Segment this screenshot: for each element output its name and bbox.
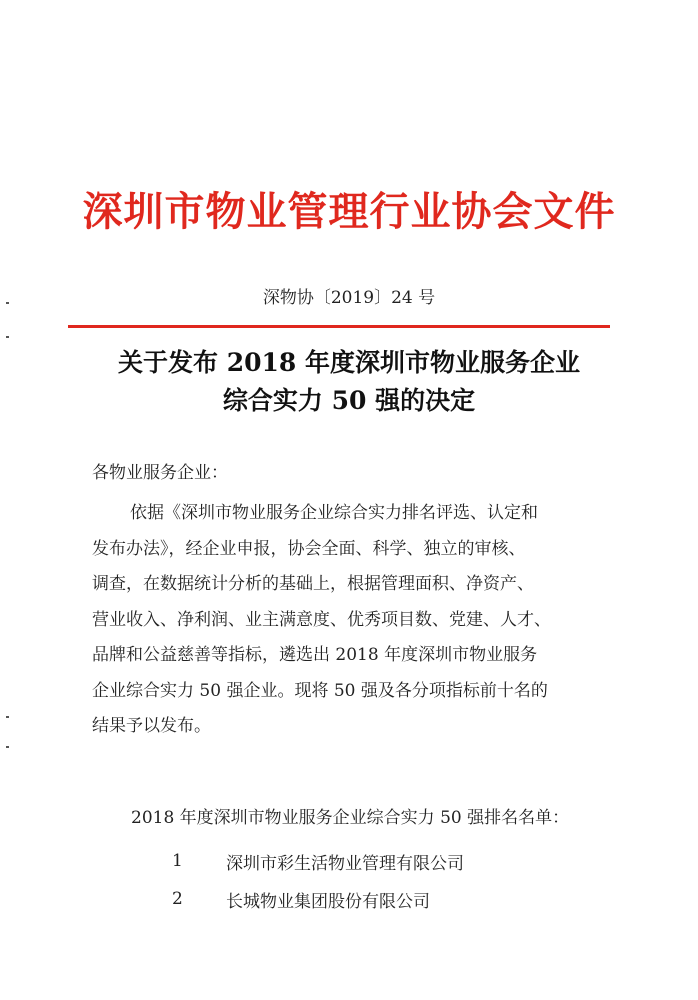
body-line: 企业综合实力 50 强企业。现将 50 强及各分项指标前十名的 xyxy=(92,680,548,701)
title-line-1: 关于发布 2018 年度深圳市物业服务企业 xyxy=(118,348,580,377)
ranking-list xyxy=(172,842,464,918)
body-line: 营业收入、净利润、业主满意度、优秀项目数、党建、人才、 xyxy=(92,609,551,630)
scan-speck xyxy=(6,336,9,338)
organization-header: 深圳市物业管理行业协会文件 xyxy=(82,188,616,235)
company-name: 深圳市彩生活物业管理有限公司 xyxy=(226,853,464,874)
document-number: 深物协〔2019〕24 号 xyxy=(262,288,436,308)
body-line: 依据《深圳市物业服务企业综合实力排名评选、认定和 xyxy=(130,503,538,523)
body-line: 结果予以发布。 xyxy=(92,716,211,736)
title-line-2: 综合实力 50 强的决定 xyxy=(222,386,476,415)
body-line: 品牌和公益慈善等指标，遴选出 2018 年度深圳市物业服务 xyxy=(92,645,538,665)
body-line: 发布办法》，经企业申报，协会全面、科学、独立的审核、 xyxy=(92,538,526,559)
rank-number: 2 xyxy=(172,889,183,909)
red-divider-line xyxy=(68,325,610,328)
body-paragraph xyxy=(92,496,607,745)
company-name: 长城物业集团股份有限公司 xyxy=(226,891,430,912)
scan-speck xyxy=(6,746,9,748)
list-item xyxy=(172,880,464,918)
document-title xyxy=(0,344,698,420)
scan-speck xyxy=(6,716,9,718)
rank-number: 1 xyxy=(172,851,183,871)
body-line: 调查，在数据统计分析的基础上，根据管理面积、净资产、 xyxy=(92,574,534,594)
list-item xyxy=(172,842,464,880)
salutation: 各物业服务企业： xyxy=(92,463,228,483)
ranking-list-title: 2018 年度深圳市物业服务企业综合实力 50 强排名名单： xyxy=(131,808,570,828)
